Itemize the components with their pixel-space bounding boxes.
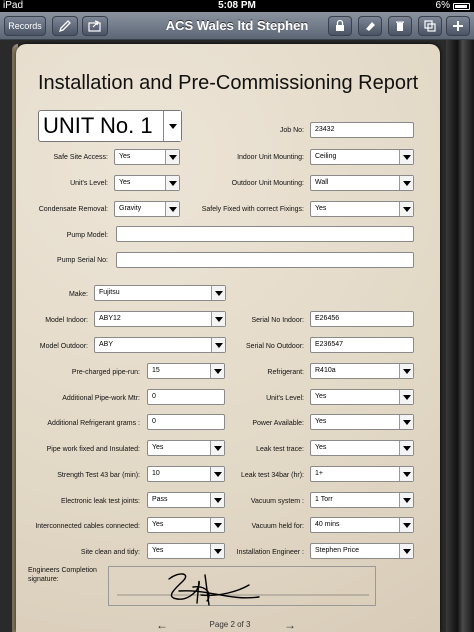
chevron-down-icon[interactable] bbox=[399, 493, 413, 507]
chevron-down-icon[interactable] bbox=[399, 364, 413, 378]
chevron-down-icon[interactable] bbox=[210, 493, 224, 507]
model-outdoor-value: ABY bbox=[99, 341, 114, 348]
units-level2-select[interactable] bbox=[310, 389, 414, 405]
add-icon[interactable] bbox=[446, 16, 470, 36]
unit-select[interactable] bbox=[38, 110, 182, 142]
battery-percent: 6% bbox=[435, 0, 450, 11]
make-label: Make: bbox=[68, 291, 88, 298]
leak-trace-value: Yes bbox=[315, 444, 327, 451]
chevron-down-icon[interactable] bbox=[399, 202, 413, 216]
indoor-mounting-value: Ceiling bbox=[315, 153, 337, 160]
strength-select[interactable] bbox=[147, 466, 225, 482]
units-level2-value: Yes bbox=[315, 393, 327, 400]
electronic-leak-select[interactable] bbox=[147, 492, 225, 508]
electronic-leak-value: Pass bbox=[152, 496, 168, 503]
lock-icon[interactable] bbox=[328, 16, 352, 36]
chevron-down-icon[interactable] bbox=[211, 312, 225, 326]
chevron-down-icon[interactable] bbox=[399, 467, 413, 481]
signature-pad[interactable] bbox=[108, 566, 376, 606]
job-no-label: Job No: bbox=[279, 127, 304, 134]
signature-drawing bbox=[109, 567, 377, 607]
outdoor-mounting-select[interactable] bbox=[310, 175, 414, 191]
strength-label: Strength Test 43 bar (min): bbox=[57, 472, 140, 479]
chevron-down-icon[interactable] bbox=[210, 467, 224, 481]
make-select[interactable] bbox=[94, 285, 226, 301]
vacuum-held-select[interactable] bbox=[310, 517, 414, 533]
vacuum-held-value: 40 mins bbox=[315, 521, 340, 528]
units-level-label: Unit's Level: bbox=[70, 180, 108, 187]
refrigerant-value: R410a bbox=[315, 367, 336, 374]
vacuum-held-label: Vacuum held for: bbox=[251, 523, 304, 530]
signature-label: Engineers Completion signature: bbox=[28, 567, 97, 583]
installation-engineer-select[interactable] bbox=[310, 543, 414, 559]
share-photo-icon[interactable] bbox=[82, 16, 108, 36]
job-no-field[interactable]: 23432 bbox=[310, 122, 414, 138]
site-clean-select[interactable] bbox=[147, 543, 225, 559]
safe-site-access-value: Yes bbox=[119, 153, 131, 160]
chevron-down-icon[interactable] bbox=[210, 518, 224, 532]
refrigerant-label: Refrigerant: bbox=[267, 369, 304, 376]
installation-engineer-value: Stephen Price bbox=[315, 547, 359, 554]
installation-engineer-label: Installation Engineer : bbox=[236, 549, 304, 556]
leak34-value: 1+ bbox=[315, 470, 323, 477]
power-select[interactable] bbox=[310, 414, 414, 430]
vacuum-system-select[interactable] bbox=[310, 492, 414, 508]
battery-icon bbox=[453, 3, 470, 10]
condensate-select[interactable] bbox=[114, 201, 180, 217]
pump-serial-field[interactable] bbox=[116, 252, 414, 268]
duplicate-icon[interactable] bbox=[418, 16, 442, 36]
background-rail bbox=[446, 40, 474, 632]
chevron-down-icon[interactable] bbox=[399, 150, 413, 164]
chevron-down-icon[interactable] bbox=[163, 111, 181, 141]
pipework-fixed-label: Pipe work fixed and Insulated: bbox=[46, 446, 140, 453]
model-outdoor-label: Model Outdoor: bbox=[39, 343, 88, 350]
page-indicator: Page 2 of 3 bbox=[209, 620, 251, 629]
outdoor-mounting-value: Wall bbox=[315, 179, 329, 186]
serial-outdoor-label: Serial No Outdoor: bbox=[246, 343, 304, 350]
trash-icon[interactable] bbox=[388, 16, 412, 36]
model-indoor-label: Model Indoor: bbox=[45, 317, 88, 324]
safe-site-access-select[interactable] bbox=[114, 149, 180, 165]
eraser-icon[interactable] bbox=[358, 16, 382, 36]
precharged-label: Pre-charged pipe-run: bbox=[71, 369, 140, 376]
records-button[interactable]: Records bbox=[4, 16, 46, 36]
pump-model-field[interactable] bbox=[116, 226, 414, 242]
units-level2-label: Unit's Level: bbox=[266, 395, 304, 402]
chevron-down-icon[interactable] bbox=[211, 286, 225, 300]
pump-model-label: Pump Model: bbox=[66, 232, 108, 239]
safe-site-access-label: Safe Site Access: bbox=[53, 154, 108, 161]
prev-page-icon[interactable]: ← bbox=[156, 618, 168, 632]
pump-serial-label: Pump Serial No: bbox=[57, 257, 108, 264]
safely-fixed-select[interactable] bbox=[310, 201, 414, 217]
add-pipe-field[interactable]: 0 bbox=[147, 389, 225, 405]
serial-indoor-label: Serial No Indoor: bbox=[251, 317, 304, 324]
make-value: Fujitsu bbox=[99, 289, 120, 296]
chevron-down-icon[interactable] bbox=[210, 364, 224, 378]
chevron-down-icon[interactable] bbox=[165, 202, 179, 216]
leak-trace-select[interactable] bbox=[310, 440, 414, 456]
power-label: Power Available: bbox=[252, 420, 304, 427]
site-clean-label: Site clean and tidy: bbox=[80, 549, 140, 556]
electronic-leak-label: Electronic leak test joints: bbox=[61, 498, 140, 505]
units-level-select[interactable] bbox=[114, 175, 180, 191]
leak-trace-label: Leak test trace: bbox=[256, 446, 304, 453]
condensate-label: Condensate Removal: bbox=[38, 206, 108, 213]
indoor-mounting-select[interactable] bbox=[310, 149, 414, 165]
interconnected-select[interactable] bbox=[147, 517, 225, 533]
unit-select-value: UNIT No. 1 bbox=[43, 113, 153, 138]
units-level-value: Yes bbox=[119, 179, 131, 186]
status-bar bbox=[0, 0, 474, 12]
power-value: Yes bbox=[315, 418, 327, 425]
model-indoor-value: ABY12 bbox=[99, 315, 121, 322]
safely-fixed-value: Yes bbox=[315, 205, 327, 212]
report-title: Installation and Pre-Commissioning Report bbox=[38, 72, 419, 94]
leak34-label: Leak test 34bar (hr): bbox=[240, 472, 304, 479]
outdoor-mounting-label: Outdoor Unit Mounting: bbox=[231, 180, 304, 187]
next-page-icon[interactable]: → bbox=[284, 618, 296, 632]
chevron-down-icon[interactable] bbox=[165, 150, 179, 164]
add-refrig-field[interactable]: 0 bbox=[147, 414, 225, 430]
serial-indoor-field[interactable]: E26456 bbox=[310, 311, 414, 327]
pencil-icon[interactable] bbox=[52, 16, 78, 36]
model-indoor-select[interactable] bbox=[94, 311, 226, 327]
chevron-down-icon[interactable] bbox=[210, 441, 224, 455]
refrigerant-select[interactable] bbox=[310, 363, 414, 379]
site-clean-value: Yes bbox=[152, 547, 164, 554]
safely-fixed-label: Safely Fixed with correct Fixings: bbox=[201, 206, 304, 213]
vacuum-system-label: Vacuum system : bbox=[250, 498, 304, 505]
pipework-fixed-select[interactable] bbox=[147, 440, 225, 456]
add-pipe-label: Additional Pipe-work Mtr: bbox=[62, 395, 140, 402]
indoor-mounting-label: Indoor Unit Mounting: bbox=[237, 154, 304, 161]
leak34-select[interactable] bbox=[310, 466, 414, 482]
chevron-down-icon[interactable] bbox=[399, 441, 413, 455]
strength-value: 10 bbox=[152, 470, 160, 477]
chevron-down-icon[interactable] bbox=[211, 338, 225, 352]
clock: 5:08 PM bbox=[218, 0, 256, 11]
vacuum-system-value: 1 Torr bbox=[315, 496, 333, 503]
toolbar bbox=[0, 12, 474, 40]
chevron-down-icon[interactable] bbox=[399, 518, 413, 532]
serial-outdoor-field[interactable]: E236547 bbox=[310, 337, 414, 353]
condensate-value: Gravity bbox=[119, 205, 142, 212]
chevron-down-icon[interactable] bbox=[399, 415, 413, 429]
interconnected-label: Interconnected cables connected: bbox=[35, 523, 140, 530]
add-refrig-label: Additional Refrigerant grams : bbox=[47, 420, 140, 427]
device-name: iPad bbox=[3, 0, 24, 11]
pipework-fixed-value: Yes bbox=[152, 444, 164, 451]
model-outdoor-select[interactable] bbox=[94, 337, 226, 353]
chevron-down-icon[interactable] bbox=[165, 176, 179, 190]
precharged-select[interactable] bbox=[147, 363, 225, 379]
record-title: ACS Wales ltd Stephen bbox=[165, 18, 309, 33]
chevron-down-icon[interactable] bbox=[399, 544, 413, 558]
interconnected-value: Yes bbox=[152, 521, 164, 528]
chevron-down-icon[interactable] bbox=[399, 176, 413, 190]
page-navigation bbox=[150, 618, 310, 632]
chevron-down-icon[interactable] bbox=[399, 390, 413, 404]
precharged-value: 15 bbox=[152, 367, 160, 374]
